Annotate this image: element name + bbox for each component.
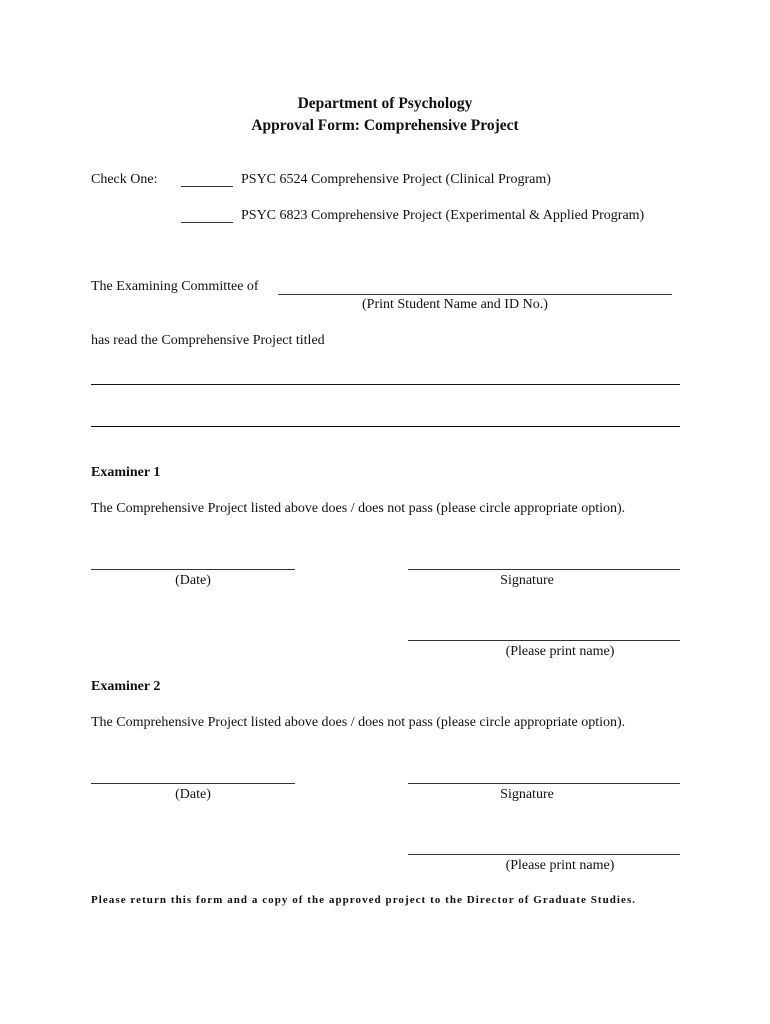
examiner-1-print-name-field[interactable]	[408, 640, 680, 642]
examiner-2-statement: The Comprehensive Project listed above does / does not pass (please circle appropriate option).	[91, 715, 626, 730]
department-title: Department of Psychology	[297, 95, 473, 112]
examiner-1-heading: Examiner 1	[91, 465, 161, 480]
examiner-1-statement: The Comprehensive Project listed above does / does not pass (please circle appropriate option).	[91, 501, 626, 516]
examiner-1-signature-label: Signature	[500, 573, 554, 588]
examiner-1-signature-field[interactable]	[408, 569, 680, 571]
signature-line	[408, 569, 680, 570]
option-clinical: PSYC 6524 Comprehensive Project (Clinical Program)	[241, 172, 551, 187]
examiner-1-print-name-label: (Please print name)	[505, 644, 615, 659]
check-blank-line	[181, 222, 233, 223]
print-name-line	[408, 854, 680, 855]
examiner-2-signature-label: Signature	[500, 787, 554, 802]
examiner-2-print-name-label: (Please print name)	[505, 858, 615, 873]
return-instructions: Please return this form and a copy of the approved project to the Director of Graduate Studies.	[91, 894, 637, 906]
signature-line	[408, 783, 680, 784]
date-line	[91, 569, 295, 570]
examiner-2-date-label: (Date)	[175, 787, 211, 802]
examiner-2-print-name-field[interactable]	[408, 854, 680, 856]
print-name-line	[408, 640, 680, 641]
read-statement: has read the Comprehensive Project titled	[91, 333, 325, 348]
check-blank-line	[181, 186, 233, 187]
project-title-line-1[interactable]	[91, 384, 680, 386]
project-title-line-2[interactable]	[91, 426, 680, 428]
check-one-label: Check One:	[91, 172, 158, 187]
examiner-1-date-label: (Date)	[175, 573, 211, 588]
title-rule	[91, 384, 680, 385]
examiner-1-date-field[interactable]	[91, 569, 295, 571]
option-experimental: PSYC 6823 Comprehensive Project (Experimental & Applied Program)	[241, 208, 645, 223]
title-rule	[91, 426, 680, 427]
examiner-2-heading: Examiner 2	[91, 679, 161, 694]
form-title: Approval Form: Comprehensive Project	[251, 117, 519, 134]
student-name-line	[278, 294, 672, 295]
committee-prefix: The Examining Committee of	[91, 279, 259, 294]
examiner-2-date-field[interactable]	[91, 783, 295, 785]
student-name-caption: (Print Student Name and ID No.)	[362, 297, 548, 312]
date-line	[91, 783, 295, 784]
student-name-field[interactable]	[278, 294, 672, 296]
examiner-2-signature-field[interactable]	[408, 783, 680, 785]
